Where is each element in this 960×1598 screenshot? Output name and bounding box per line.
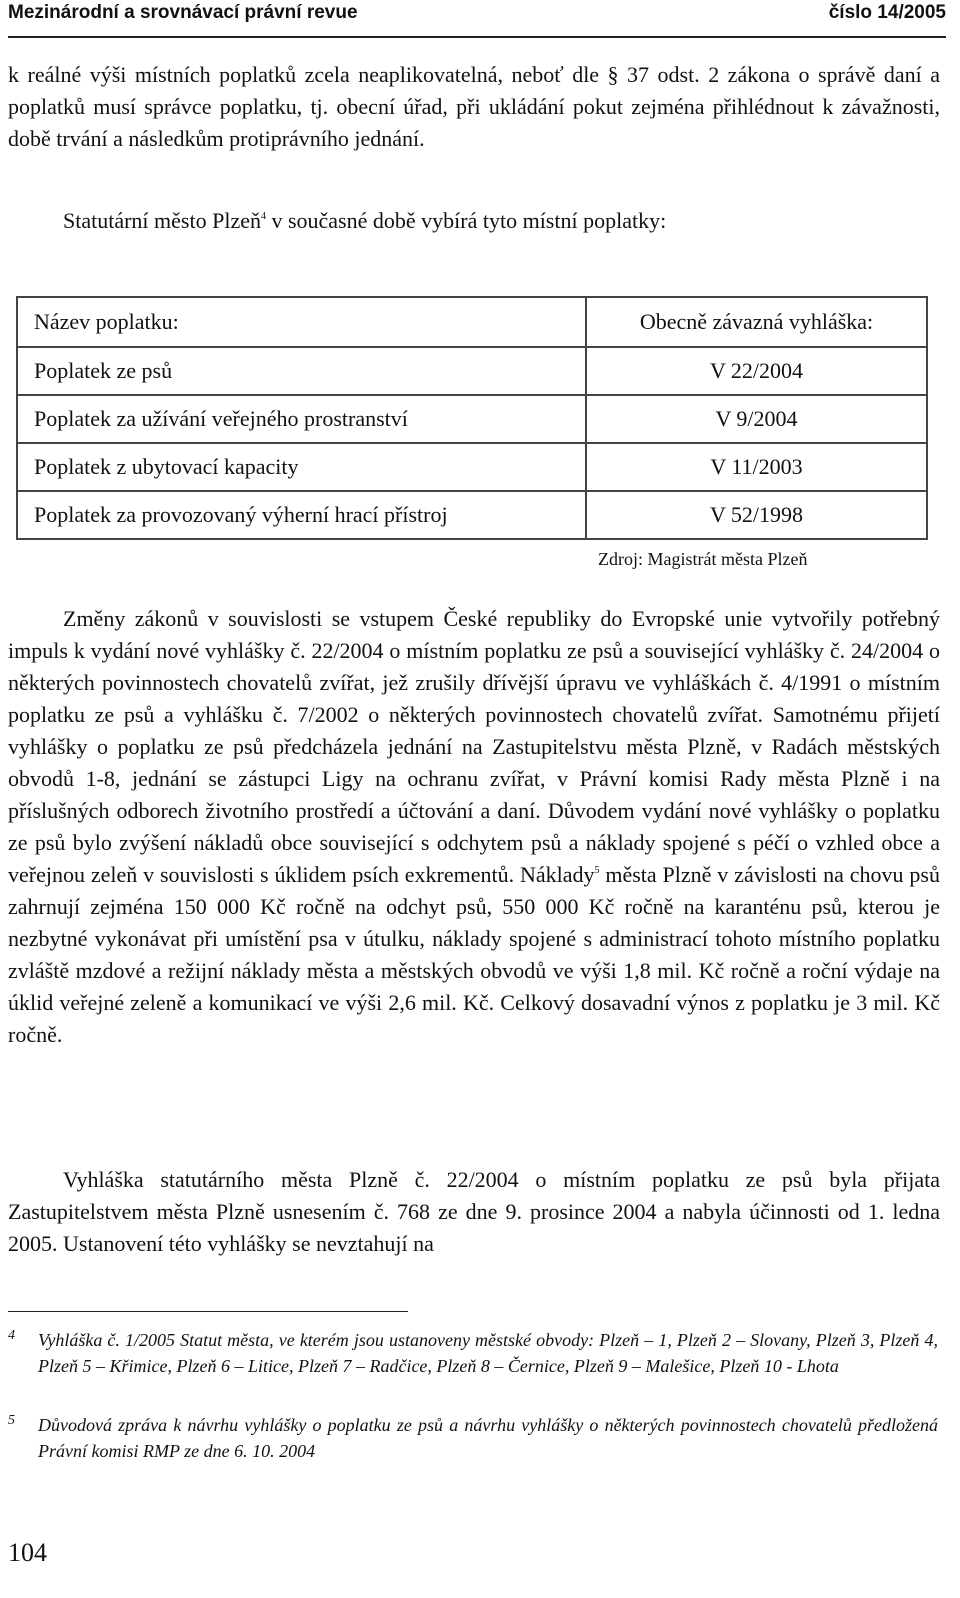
regulation-number: V 11/2003: [586, 443, 927, 491]
fee-name: Poplatek za užívání veřejného prostranství: [17, 395, 586, 443]
page-number: 104: [8, 1538, 47, 1567]
footnote-4-text: Vyhláška č. 1/2005 Statut města, ve kterém jsou ustanoveny městské obvody: Plzeň – 1, Plzeň 2 – Slovany, Plzeň 3, Plzeň 4, Plzeň 5 – Křimice, Plzeň 6 – Litice, Plzeň 7 – Radčice, Plzeň 8 – Černice, Plzeň 9 – Malešice, Plzeň 10 - Lhota: [38, 1330, 938, 1376]
fee-name: Poplatek z ubytovací kapacity: [17, 443, 586, 491]
paragraph-2-text-b: v současné době vybírá tyto místní poplatky:: [265, 208, 667, 233]
paragraph-3-text-a: Změny zákonů v souvislosti se vstupem České republiky do Evropské unie vytvořily potřebný impuls k vydání nové vyhlášky č. 22/2004 o místním poplatku ze psů a související vyhlášky č. 24/2004 o některých povinnostech chovatelů zvířat, jež zrušily dřívější úpravu ve vyhláškách č. 4/1991 o místním poplatku ze psů a vyhlášku č. 7/2002 o některých povinnostech chovatelů zvířat. Samotnému přijetí vyhlášky o poplatku ze psů předcházela jednání na Zastupitelstvu města Plzně, v Radách městských obvodů 1-8, jednání se zástupci Ligy na ochranu zvířat, v Právní komisi Rady města Plzně i na příslušných odborech životního prostředí a účtování a daní. Důvodem vydání nové vyhlášky o poplatku ze psů bylo zvýšení nákladů obce související s odchytem psů a náklady spojené s péčí o vzhled obce a veřejnou zeleň v souvislosti s úklidem psích exkrementů. Náklady: [8, 606, 940, 887]
regulation-number: V 52/1998: [586, 491, 927, 539]
paragraph-2-text-a: Statutární město Plzeň: [63, 208, 261, 233]
journal-title: Mezinárodní a srovnávací právní revue: [8, 2, 358, 23]
table-source: Zdroj: Magistrát města Plzeň: [598, 549, 808, 569]
issue-number: číslo 14/2005: [828, 2, 946, 23]
footnote-5-text: Důvodová zpráva k návrhu vyhlášky o poplatku ze psů a návrhu vyhlášky o některých povinnostech chovatelů předložená Právní komisi RMP ze dne 6. 10. 2004: [38, 1415, 938, 1461]
footnote-5-number: 5: [8, 1413, 15, 1428]
footnote-ref-4: 4: [260, 211, 266, 222]
footnote-4-number: 4: [8, 1328, 15, 1343]
paragraph-1: k reálné výši místních poplatků zcela neaplikovatelná, neboť dle § 37 odst. 2 zákona o správě daní a poplatků musí správce poplatku, tj. obecní úřad, při ukládání pokut zejména přihlédnout k závažnosti, době trvání a následkům protiprávního jednání.: [8, 62, 940, 151]
fee-name: Poplatek za provozovaný výherní hrací přístroj: [17, 491, 586, 539]
footnote-divider: [8, 1311, 408, 1312]
paragraph-3-text-b: města Plzně v závislosti na chovu psů zahrnují zejména 150 000 Kč ročně na odchyt psů, 550 000 Kč ročně na karanténu psů, kterou je nezbytné vykonávat při umístění psa v útulku, náklady spojené s administrací tohoto místního poplatku zvláště mzdové a režijní náklady města a městských obvodů ve výši 1,8 mil. Kč ročně a roční výdaje na úklid veřejné zeleně a komunikací ve výši 2,6 mil. Kč. Celkový dosavadní výnos z poplatku je 3 mil. Kč ročně.: [8, 862, 940, 1047]
table-row: [17, 491, 927, 539]
header-regulation: Obecně závazná vyhláška:: [586, 297, 927, 347]
table-header-row: [17, 297, 927, 347]
fees-table: [16, 296, 928, 540]
fee-name: Poplatek ze psů: [17, 347, 586, 395]
footnote-ref-5: 5: [594, 865, 600, 876]
table-row: [17, 443, 927, 491]
regulation-number: V 9/2004: [586, 395, 927, 443]
paragraph-4: Vyhláška statutárního města Plzně č. 22/2004 o místním poplatku ze psů byla přijata Zastupitelstvem města Plzně usnesením č. 768 ze dne 9. prosince 2004 a nabyla účinnosti od 1. ledna 2005. Ustanovení této vyhlášky se nevztahují na: [8, 1167, 940, 1256]
table-row: [17, 347, 927, 395]
regulation-number: V 22/2004: [586, 347, 927, 395]
paragraph-3: [8, 603, 940, 1051]
running-header: [8, 0, 946, 38]
table-row: [17, 395, 927, 443]
header-fee-name: Název poplatku:: [17, 297, 586, 347]
paragraph-2: [8, 205, 940, 237]
